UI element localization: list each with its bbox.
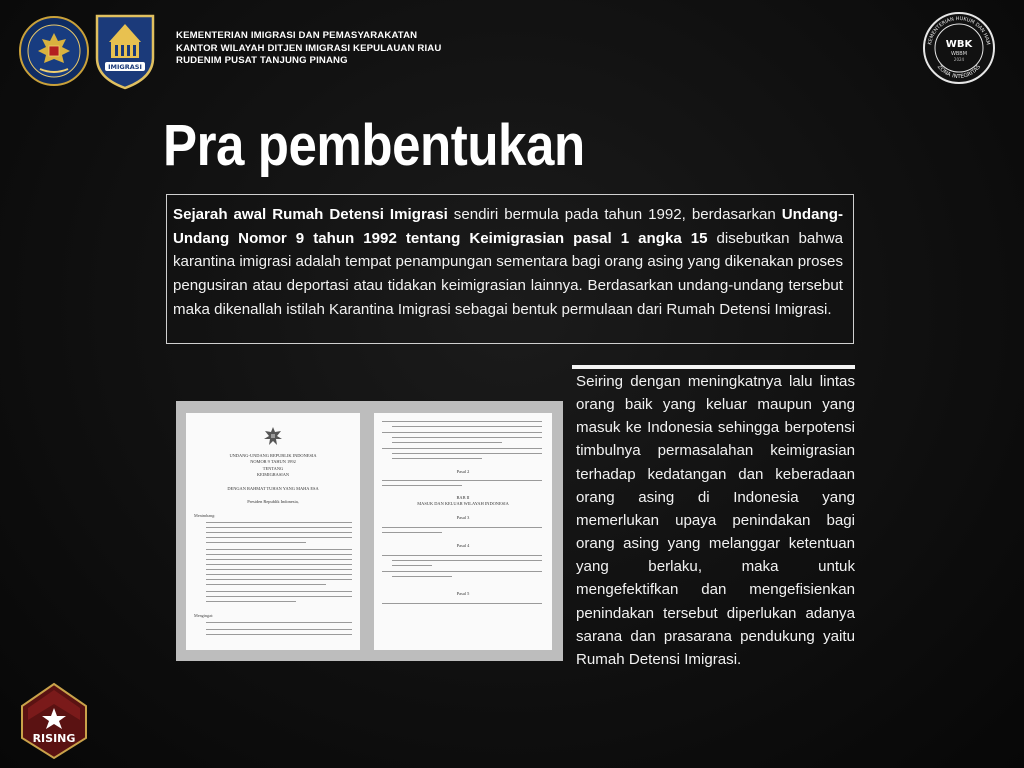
doc-left-mengingat: Mengingat:	[194, 613, 214, 618]
wbk-sub: WBBM	[950, 51, 968, 57]
doc-left-menimbang: Menimbang:	[194, 513, 216, 518]
doc-right-bab2: BAB II	[456, 495, 470, 500]
wbk-zona-integritas-logo	[921, 10, 997, 86]
intro-text-2: disebutkan bahwa karantina imigrasi adalah tempat penampungan sementara bagi orang asing yang dikenakan proses pengusiran atau deportasi atau tidakan keimigrasian lainnya. Berdasarkan undang-undang tersebut maka dikenallah istilah Karantina Imigrasi sebagai bentuk permulaan dari Rumah Detensi Imigrasi.	[173, 229, 843, 318]
doc-right-pasal2: Pasal 2	[456, 469, 470, 474]
doc-left-line3: TENTANG	[262, 466, 284, 471]
garuda-document-icon	[262, 425, 284, 447]
doc-left-line2: NOMOR 9 TAHUN 1992	[250, 459, 296, 464]
document-page-right	[374, 413, 552, 650]
intro-text-1: sendiri bermula pada tahun 1992, berdasarkan	[447, 206, 782, 223]
imigrasi-emblem-logo	[93, 12, 157, 90]
side-divider	[572, 365, 855, 369]
doc-left-line4: KEIMIGRASIAN	[256, 472, 290, 477]
header-organization	[176, 30, 441, 68]
doc-left-line6: Presiden Republik Indonesia,	[247, 499, 299, 504]
wbk-ring-top: KEMENTERIAN HUKUM DAN HAM	[927, 15, 991, 46]
wbk-year: 2024	[953, 57, 965, 62]
intro-bold-2: Undang-Undang Nomor 9 tahun 1992 tentang Keimigrasian pasal 1 angka 15	[173, 206, 843, 247]
doc-right-pasal3: Pasal 3	[456, 515, 470, 520]
page-title: Pra pembentukan	[163, 113, 585, 178]
wbk-ring-bottom: ZONA INTEGRITAS	[935, 64, 983, 81]
side-paragraph: Seiring dengan meningkatnya lalu lintas orang baik yang keluar maupun yang masuk ke Indonesia sehingga berpotensi timbulnya permasalahan keimigrasian terhadap kedatangan dan keberadaan orang asing di Indonesia yang memerlukan upaya penindakan bagi orang asing yang melanggar ketentuan yang berlaku, maka untuk mengefektifkan dan mengefisienkan penindakan tersebut diperlukan adanya sarana dan prasarana pendukung yaitu Rumah Detensi Imigrasi.	[576, 373, 855, 668]
svg-text:IMIGRASI: IMIGRASI	[108, 63, 142, 71]
document-page-left	[186, 413, 360, 650]
law-document-image	[176, 401, 563, 661]
rising-badge-logo	[18, 680, 90, 760]
wbk-text: WBK	[945, 39, 973, 50]
doc-left-line1: UNDANG-UNDANG REPUBLIK INDONESIA	[229, 453, 317, 458]
doc-left-line5: DENGAN RAHMAT TUHAN YANG MAHA ESA	[227, 486, 319, 491]
doc-right-pasal4: Pasal 4	[456, 543, 470, 548]
header-line-office: KANTOR WILAYAH DITJEN IMIGRASI KEPULAUAN RIAU	[176, 42, 442, 54]
intro-bold-1: Sejarah awal Rumah Detensi Imigrasi	[173, 206, 448, 223]
rising-text: RISING	[32, 732, 76, 745]
doc-right-bab2-title: MASUK DAN KELUAR WILAYAH INDONESIA	[417, 501, 509, 506]
garuda-emblem-logo	[18, 15, 90, 87]
doc-right-pasal5: Pasal 5	[456, 591, 470, 596]
header-line-rudenim: RUDENIM PUSAT TANJUNG PINANG	[176, 55, 348, 67]
header-line-ministry: KEMENTERIAN IMIGRASI DAN PEMASYARAKATAN	[176, 30, 418, 41]
intro-paragraph-box	[166, 194, 854, 344]
